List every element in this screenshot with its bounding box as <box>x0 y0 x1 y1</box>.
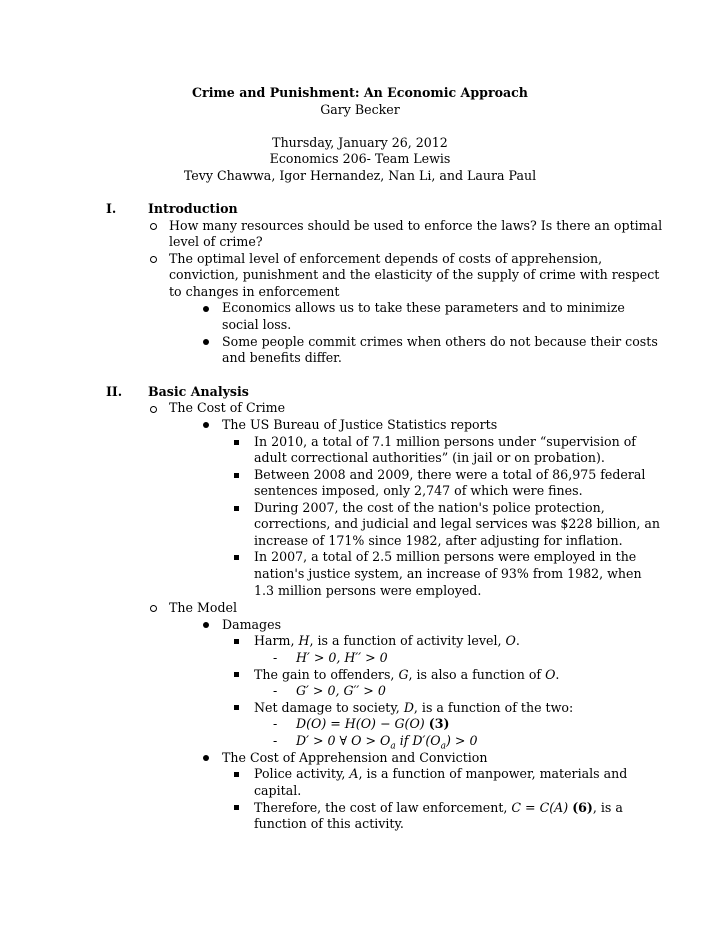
square-bullet-icon <box>234 473 239 478</box>
author: Gary Becker <box>320 102 400 117</box>
list-item: The Cost of Crime <box>169 400 286 415</box>
hollow-bullet-icon <box>150 223 157 230</box>
hollow-bullet-icon <box>150 256 157 263</box>
list-item: How many resources should be used to enforce the laws? Is there an optimal <box>169 218 663 233</box>
list-item: adult correctional authorities” (in jail or on probation). <box>254 450 605 465</box>
list-item: social loss. <box>222 317 292 332</box>
team-members: Tevy Chawwa, Igor Hernandez, Nan Li, and Laura Paul <box>183 168 537 183</box>
document-title: Crime and Punishment: An Economic Approach <box>192 85 528 100</box>
hollow-bullet-icon <box>150 605 157 612</box>
list-item: During 2007, the cost of the nation's police protection, <box>254 500 605 515</box>
section-2-heading: Basic Analysis <box>148 384 249 399</box>
list-item: function of this activity. <box>254 816 404 831</box>
list-item: increase of 171% since 1982, after adjusting for inflation. <box>254 533 623 548</box>
list-item: corrections, and judicial and legal services was $228 billion, an <box>254 516 660 531</box>
course: Economics 206- Team Lewis <box>269 151 451 166</box>
list-item: 1.3 million persons were employed. <box>254 583 482 598</box>
list-item: Economics allows us to take these parameters and to minimize <box>222 300 625 315</box>
list-item: The Cost of Apprehension and Conviction <box>222 750 488 765</box>
list-item: The Model <box>169 600 237 615</box>
square-bullet-icon <box>234 772 239 777</box>
bullet-icon <box>203 622 209 628</box>
list-item: Therefore, the cost of law enforcement, C = C(A) (6), is a <box>254 800 623 815</box>
list-item: Between 2008 and 2009, there were a total of 86,975 federal <box>254 467 646 482</box>
list-item: Damages <box>222 617 282 632</box>
section-1-numeral: I. <box>106 201 117 216</box>
list-item: conviction, punishment and the elasticity of the supply of crime with respect <box>169 267 660 282</box>
bullet-icon <box>203 755 209 761</box>
list-item: In 2007, a total of 2.5 million persons were employed in the <box>254 549 637 564</box>
square-bullet-icon <box>234 555 239 560</box>
bullet-icon <box>203 339 209 345</box>
list-item: capital. <box>254 783 302 798</box>
list-item: sentences imposed, only 2,747 of which were fines. <box>254 483 583 498</box>
dash-marker: - <box>273 683 278 698</box>
math-expression: D′ > 0 ∀ $O > O_a$ if $D'(O_a) > 0$ <box>296 733 478 752</box>
list-item: In 2010, a total of 7.1 million persons under “supervision of <box>254 434 636 449</box>
list-item: and benefits differ. <box>222 350 342 365</box>
math-expression: H′ > 0, H′′ > 0 <box>296 650 388 665</box>
list-item: Some people commit crimes when others do not because their costs <box>222 334 658 349</box>
list-item: level of crime? <box>169 234 263 249</box>
equation-3: D(O) = H(O) − G(O) (3) <box>296 716 450 731</box>
square-bullet-icon <box>234 506 239 511</box>
list-item: Police activity, A, is a function of manpower, materials and <box>254 766 628 781</box>
hollow-bullet-icon <box>150 406 157 413</box>
math-expression: G′ > 0, G′′ > 0 <box>296 683 386 698</box>
square-bullet-icon <box>234 805 239 810</box>
list-item: The gain to offenders, G, is also a function of O. <box>254 667 560 682</box>
list-item: The optimal level of enforcement depends of costs of apprehension, <box>169 251 603 266</box>
list-item: The US Bureau of Justice Statistics reports <box>222 417 498 432</box>
list-item: Net damage to society, D, is a function of the two: <box>254 700 574 715</box>
square-bullet-icon <box>234 672 239 677</box>
bullet-icon <box>203 306 209 312</box>
date: Thursday, January 26, 2012 <box>272 135 448 150</box>
list-item: to changes in enforcement <box>169 284 340 299</box>
dash-marker: - <box>273 650 278 665</box>
section-1-heading: Introduction <box>148 201 238 216</box>
section-2-numeral: II. <box>106 384 123 399</box>
square-bullet-icon <box>234 705 239 710</box>
square-bullet-icon <box>234 639 239 644</box>
dash-marker: - <box>273 733 278 748</box>
bullet-icon <box>203 422 209 428</box>
list-item: nation's justice system, an increase of 93% from 1982, when <box>254 566 642 581</box>
list-item: Harm, H, is a function of activity level, O. <box>254 633 520 648</box>
dash-marker: - <box>273 716 278 731</box>
square-bullet-icon <box>234 440 239 445</box>
